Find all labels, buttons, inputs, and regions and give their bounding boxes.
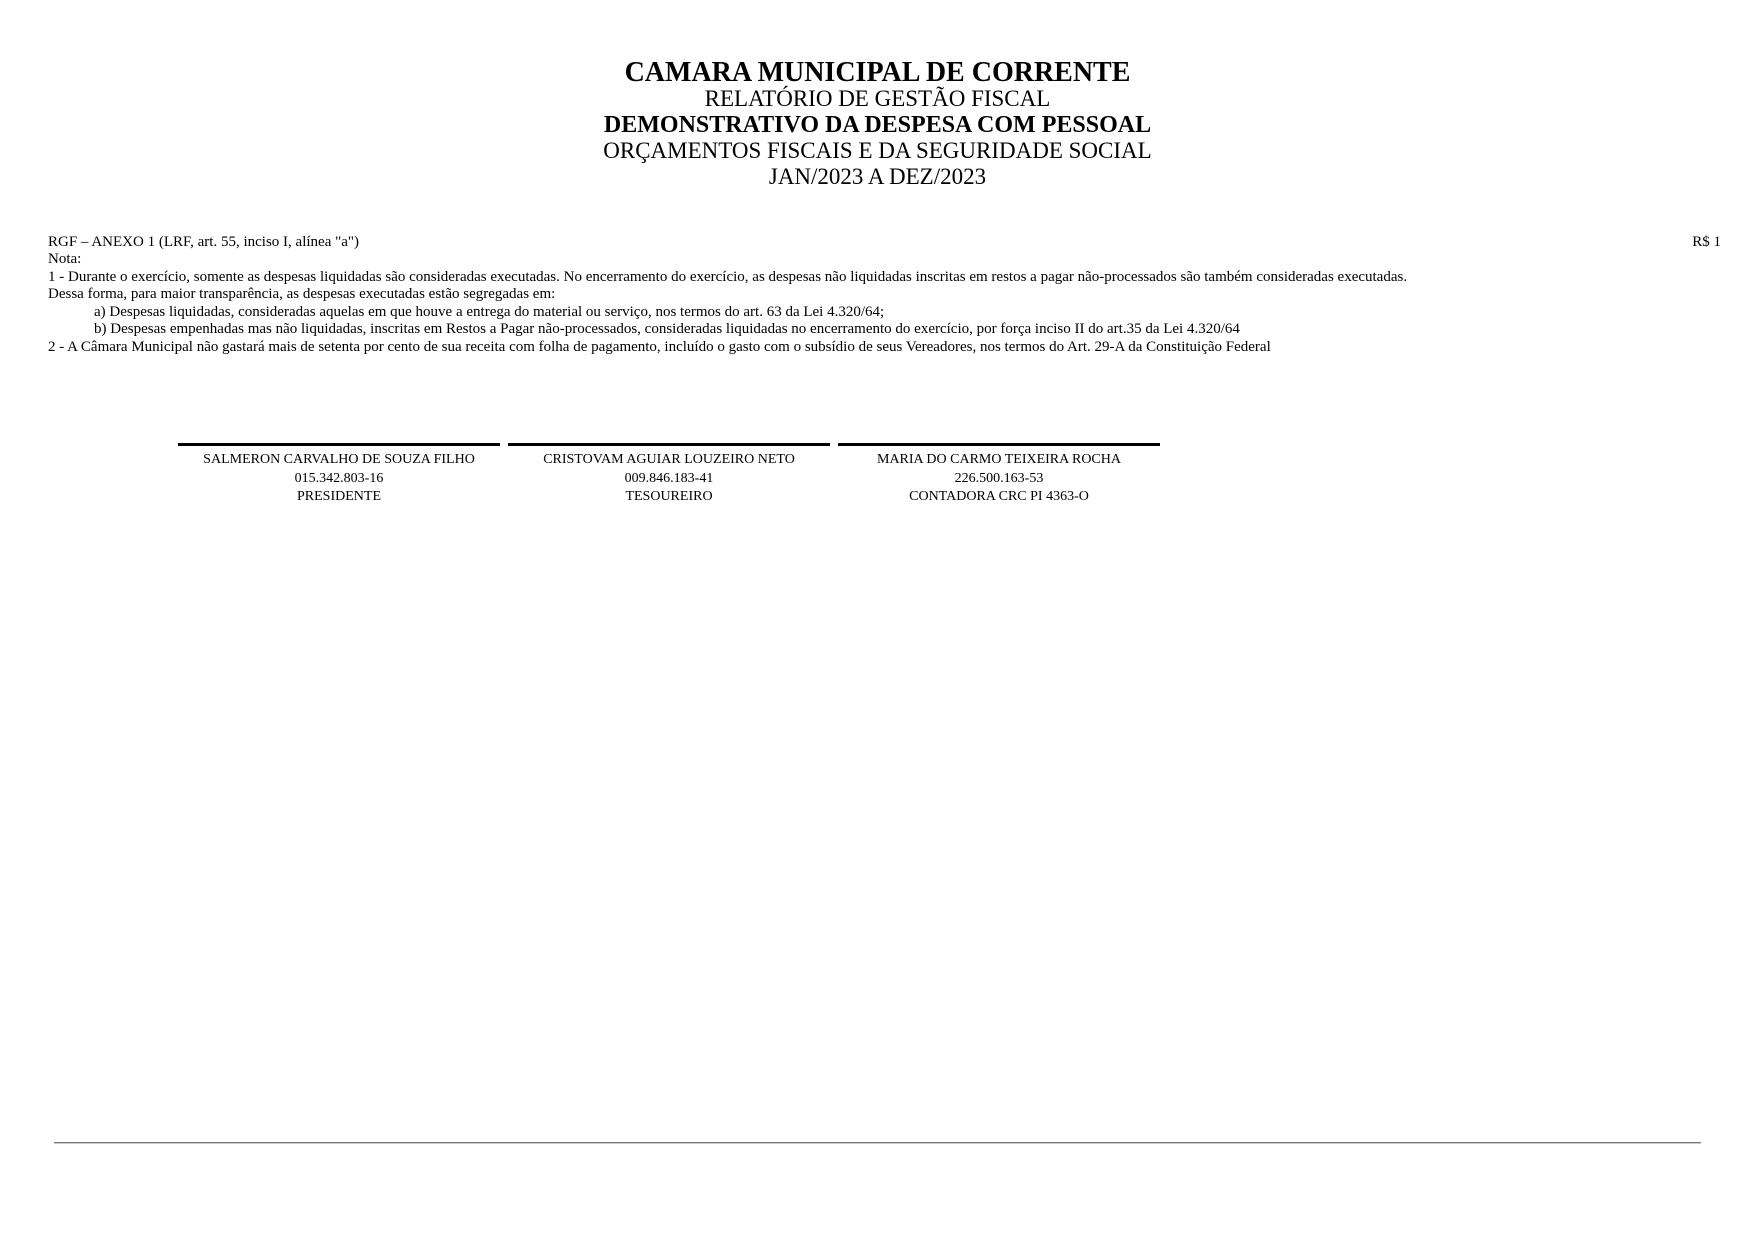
notes-label: Nota: — [48, 251, 82, 267]
signature-block-treasurer — [508, 443, 830, 507]
signer-role: CONTADORA CRC PI 4363-O — [909, 489, 1089, 504]
document-header — [0, 57, 1755, 190]
report-title: RELATÓRIO DE GESTÃO FISCAL — [704, 86, 1051, 111]
signer-name: MARIA DO CARMO TEIXEIRA ROCHA — [877, 452, 1121, 467]
note-item-b: b) Despesas empenhadas mas não liquidadas, inscritas em Restos a Pagar não-processados, consideradas liquidadas no encerramento do exercício, por força inciso II do art.35 da Lei 4.320/64 — [94, 321, 1240, 337]
note-item-a: a) Despesas liquidadas, consideradas aquelas em que houve a entrega do material ou serviço, nos termos do art. 63 da Lei 4.320/64; — [94, 303, 885, 320]
entity-name: CAMARA MUNICIPAL DE CORRENTE — [624, 57, 1131, 88]
statement-title: DEMONSTRATIVO DA DESPESA COM PESSOAL — [603, 112, 1152, 138]
budget-scope: ORÇAMENTOS FISCAIS E DA SEGURIDADE SOCIAL — [603, 138, 1152, 163]
signer-cpf: 226.500.163-53 — [954, 470, 1044, 486]
signer-role: PRESIDENTE — [297, 489, 381, 504]
signature-blocks — [178, 443, 1160, 507]
signer-cpf: 015.342.803-16 — [294, 470, 384, 486]
footer-divider — [54, 1142, 1701, 1144]
meta-row — [48, 234, 1721, 251]
currency-unit: R$ 1 — [1692, 234, 1721, 250]
note-item-continuation: Dessa forma, para maior transparência, as despesas executadas estão segregadas em: — [48, 286, 556, 302]
signer-name: CRISTOVAM AGUIAR LOUZEIRO NETO — [543, 452, 795, 467]
note-item-1: 1 - Durante o exercício, somente as despesas liquidadas são consideradas executadas. No encerramento do exercício, as despesas não liquidadas inscritas em restos a pagar não-processados são também consideradas executadas. — [48, 268, 1408, 285]
signature-block-president — [178, 443, 500, 507]
annex-reference: RGF – ANEXO 1 (LRF, art. 55, inciso I, alínea "a") — [48, 234, 360, 250]
note-item-2: 2 - A Câmara Municipal não gastará mais de setenta por cento de sua receita com folha de pagamento, incluído o gasto com o subsídio de seus Vereadores, nos termos do Art. 29-A da Constituição Federal — [48, 338, 1271, 355]
signer-role: TESOUREIRO — [625, 489, 713, 504]
notes-section — [48, 251, 1735, 356]
signer-cpf: 009.846.183-41 — [624, 470, 714, 486]
signer-name: SALMERON CARVALHO DE SOUZA FILHO — [203, 452, 475, 467]
signature-block-accountant — [838, 443, 1160, 507]
reference-period: JAN/2023 A DEZ/2023 — [768, 164, 987, 189]
